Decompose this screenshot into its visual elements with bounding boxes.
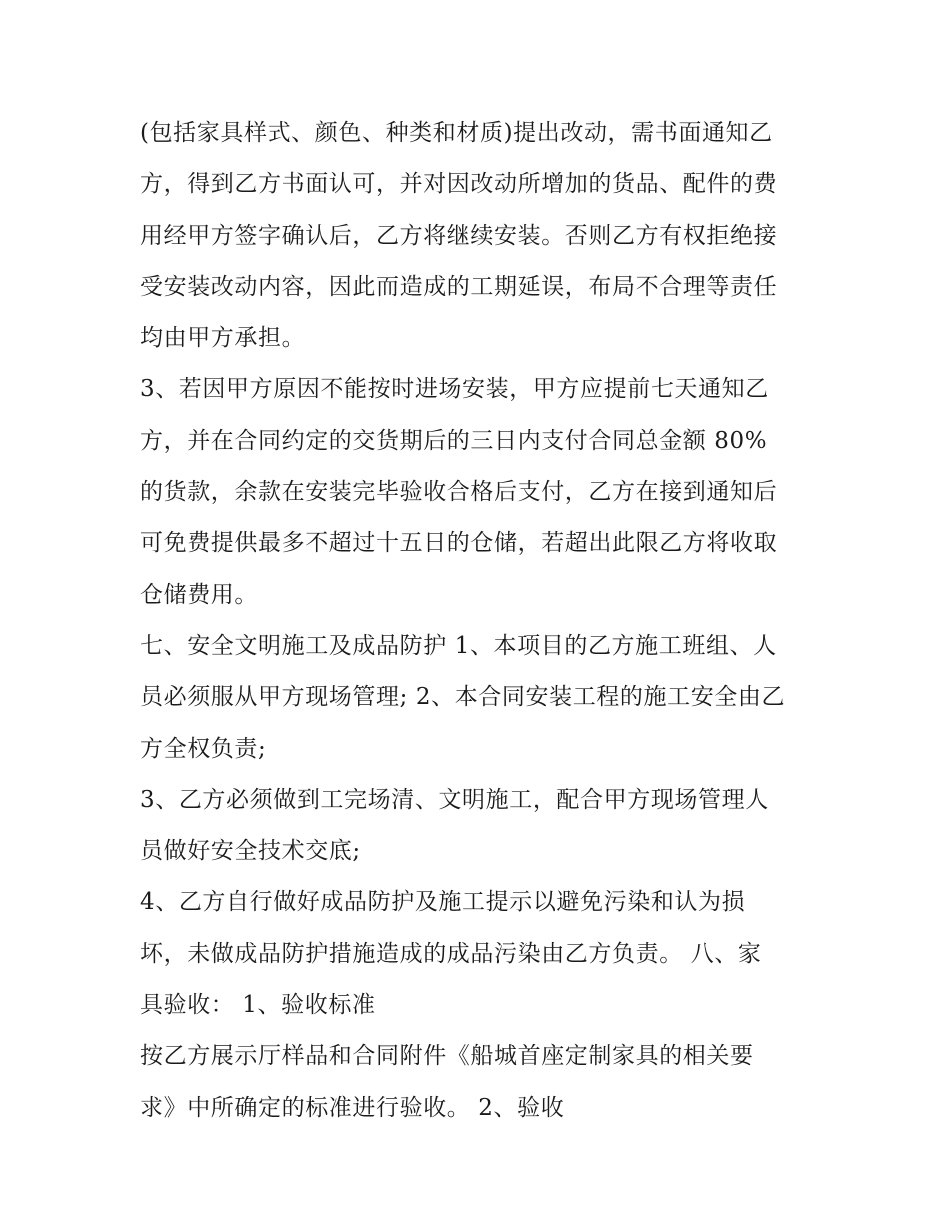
text-line: 仓储费用。	[140, 581, 258, 608]
text-line: 的货款，余款在安装完毕验收合格后支付，乙方在接到通知后	[140, 479, 778, 506]
text-line: 可免费提供最多不超过十五日的仓储，若超出此限乙方将收取	[140, 530, 778, 557]
document-body	[140, 108, 840, 1134]
text-line: 坏，未做成品防护措施造成的成品污染由乙方负责。 八、家	[140, 940, 762, 967]
text-line: 受安装改动内容，因此而造成的工期延误，布局不合理等责任	[140, 273, 778, 300]
text-line: 员必须服从甲方现场管理; 2、本合同安装工程的施工安全由乙	[140, 684, 786, 711]
text-line: 求》中所确定的标准进行验收。 2、验收	[140, 1094, 565, 1121]
text-line: 方，并在合同约定的交货期后的三日内支付合同总金额 80%	[140, 427, 768, 454]
text-line: 用经甲方签字确认后，乙方将继续安装。否则乙方有权拒绝接	[140, 222, 778, 249]
text-line: (包括家具样式、颜色、种类和材质)提出改动，需书面通知乙	[140, 120, 773, 146]
text-line: 3、乙方必须做到工完场清、文明施工，配合甲方现场管理人	[140, 786, 769, 813]
text-line: 方全权负责;	[140, 735, 267, 762]
text-line: 员做好安全技术交底;	[140, 838, 361, 865]
text-line: 按乙方展示厅样品和合同附件《船城首座定制家具的相关要	[140, 1043, 754, 1070]
text-line: 4、乙方自行做好成品防护及施工提示以避免污染和认为损	[140, 889, 746, 916]
text-line: 具验收： 1、验收标准	[140, 992, 376, 1019]
text-line: 均由甲方承担。	[140, 325, 306, 352]
text-line: 3、若因甲方原因不能按时进场安装，甲方应提前七天通知乙	[140, 376, 769, 403]
text-line: 方，得到乙方书面认可，并对因改动所增加的货品、配件的费	[140, 171, 778, 198]
text-line: 七、安全文明施工及成品防护 1、本项目的乙方施工班组、人	[140, 632, 777, 659]
